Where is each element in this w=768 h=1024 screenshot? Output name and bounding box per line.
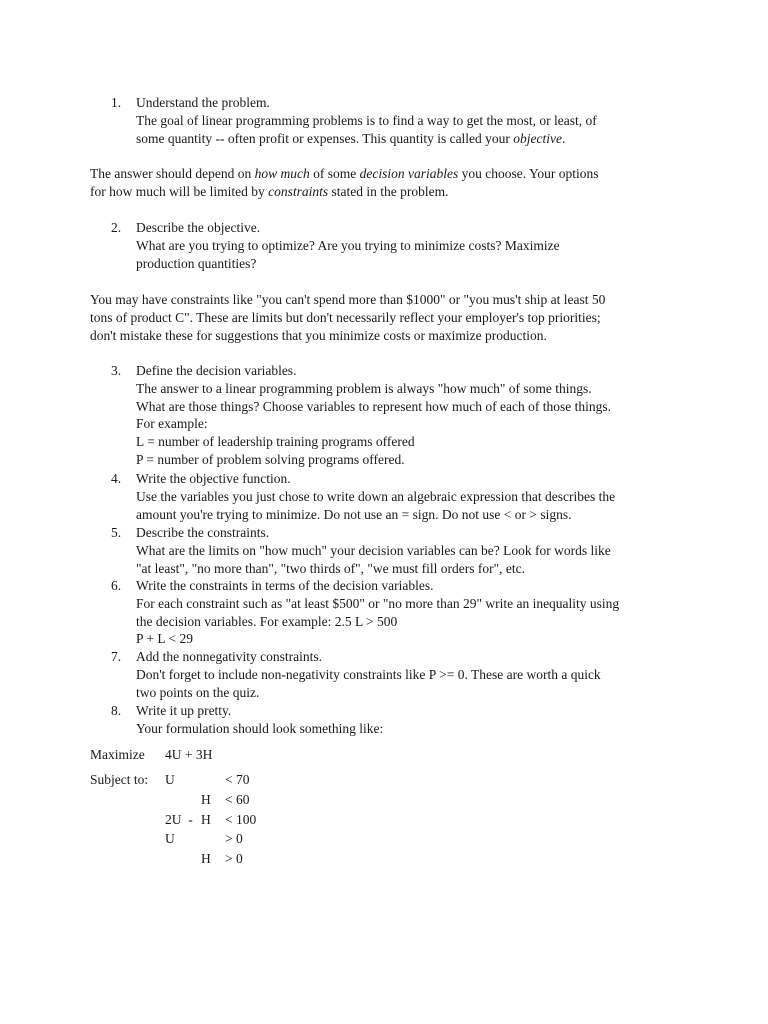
maximize-label: Maximize — [90, 747, 145, 762]
step-line: P + L < 29 — [136, 631, 193, 647]
step-number: 8. — [111, 703, 122, 718]
step-line: amount you're trying to minimize. Do not use an = sign. Do not use < or > signs. — [136, 506, 572, 522]
step-title: Add the nonnegativity constraints. — [136, 649, 322, 664]
step-8 — [136, 702, 696, 738]
step-title: Describe the constraints. — [136, 525, 270, 540]
step-line: L = number of leadership training programs offered — [136, 434, 415, 450]
step-line: P = number of problem solving programs offered. — [136, 451, 405, 467]
step-line: The goal of linear programming problems is to find a way to get the most, or least, of — [136, 112, 597, 128]
step-number: 4. — [111, 471, 122, 486]
step-number: 1. — [111, 95, 122, 110]
step-number: 6. — [111, 578, 122, 593]
step-line: two points on the quiz. — [136, 684, 260, 700]
objective-expression: 4U + 3H — [165, 747, 213, 762]
constraint-rel: < 60 — [225, 792, 250, 807]
step-5 — [136, 524, 696, 577]
step-number: 2. — [111, 220, 122, 235]
subject-to-label: Subject to: — [90, 772, 149, 787]
constraint-rel: > 0 — [225, 851, 243, 866]
step-line: Don't forget to include non-negativity constraints like P >= 0. These are worth a quick — [136, 666, 601, 682]
step-4 — [136, 470, 696, 523]
step-title: Write the objective function. — [136, 471, 291, 486]
step-line: the decision variables. For example: 2.5 L > 500 — [136, 613, 398, 629]
constraint-rel: < 100 — [225, 812, 257, 827]
constraint-lhs: U — [165, 831, 175, 846]
constraint-rel: < 70 — [225, 772, 250, 787]
step-title: Write it up pretty. — [136, 703, 232, 718]
step-3 — [136, 362, 696, 469]
constraint-lhs: H — [201, 792, 211, 807]
constraint-lhs: H — [201, 812, 211, 827]
step-line: For each constraint such as "at least $500" or "no more than 29" write an inequality using — [136, 595, 620, 611]
constraint-lhs: U — [165, 772, 175, 787]
step-line: Use the variables you just chose to write down an algebraic expression that describes the — [136, 488, 616, 504]
constraint-rel: > 0 — [225, 831, 243, 846]
step-title: Write the constraints in terms of the decision variables. — [136, 578, 434, 593]
step-title: Describe the objective. — [136, 220, 261, 235]
objective-term: objective — [513, 130, 563, 146]
step-number: 7. — [111, 649, 122, 664]
step-line: some quantity -- often profit or expenses. This quantity is called your objective. — [136, 130, 566, 146]
step-line: Your formulation should look something like: — [136, 720, 384, 736]
step-title: Define the decision variables. — [136, 363, 297, 378]
step-line: What are those things? Choose variables to represent how much of each of those things. — [136, 398, 611, 414]
step-line: For example: — [136, 416, 208, 432]
step-line: "at least", "no more than", "two thirds of", "we must fill orders for", etc. — [136, 560, 526, 576]
step-6 — [136, 577, 696, 648]
step-title: Understand the problem. — [136, 95, 270, 110]
paragraph-constraints-note: You may have constraints like "you can't spend more than $1000" or "you mus't ship at least 50 tons of product C". These are limits but don't necessarily reflect your employer's top priorities; don't mistake these for suggestions that you minimize costs or maximize production. — [90, 292, 606, 343]
paragraph-decision-variables: The answer should depend on how much of some decision variables you choose. Your options for how much will be limited by constraints stated in the problem. — [90, 166, 599, 199]
step-1 — [136, 94, 696, 147]
constraint-lhs: 2U - — [165, 812, 193, 827]
step-2 — [136, 219, 696, 272]
step-line: The answer to a linear programming problem is always "how much" of some things. — [136, 380, 592, 396]
step-number: 3. — [111, 363, 122, 378]
step-line: What are you trying to optimize? Are you trying to minimize costs? Maximize — [136, 237, 560, 253]
step-line: What are the limits on "how much" your decision variables can be? Look for words like — [136, 542, 611, 558]
step-number: 5. — [111, 525, 122, 540]
constraint-lhs: H — [201, 851, 211, 866]
step-7 — [136, 648, 696, 701]
step-line: production quantities? — [136, 255, 257, 271]
